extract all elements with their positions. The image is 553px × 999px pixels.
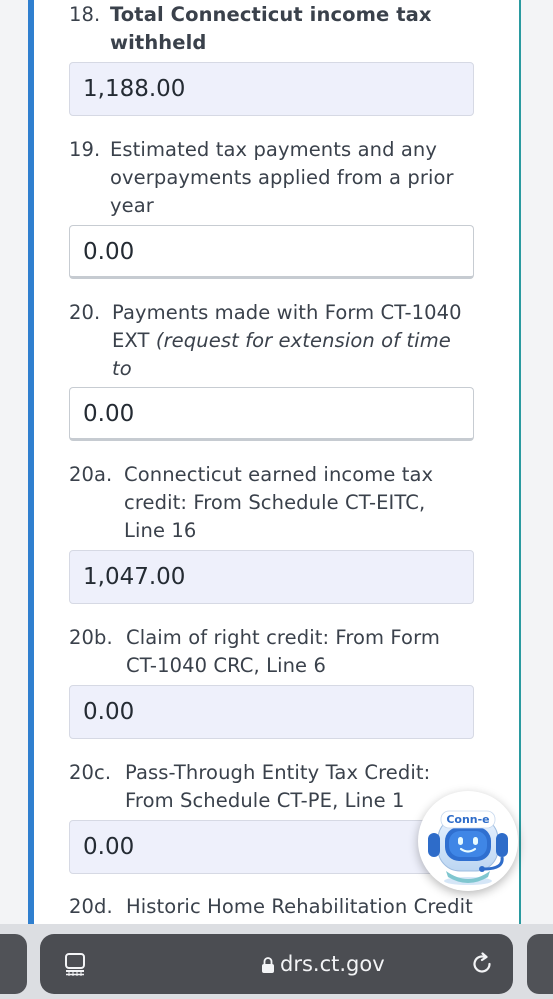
line-20b-value-field[interactable]: 0.00 [69, 685, 474, 739]
line-number: 19. [69, 138, 101, 161]
browser-toolbar [0, 924, 553, 999]
line-text: Line 16 [124, 519, 197, 542]
next-tab-edge[interactable] [527, 934, 553, 994]
line-text: overpayments applied from a prior [110, 166, 454, 189]
line-19-value-input[interactable]: 0.00 [69, 225, 474, 279]
line-20a-value-field[interactable]: 1,047.00 [69, 550, 474, 604]
line-number: 20c. [69, 761, 112, 784]
line-text: Pass-Through Entity Tax Credit: [125, 761, 431, 784]
line-20c-value-field[interactable]: 0.00 [69, 820, 474, 874]
line-number: 20a. [69, 463, 113, 486]
line-text: Estimated tax payments and any [110, 138, 437, 161]
line-text: CT-1040 CRC, Line 6 [126, 654, 326, 677]
line-number: 18. [69, 3, 101, 26]
line-number: 20. [69, 301, 101, 324]
chatbot-badge-label: Conn-e [446, 813, 490, 826]
reload-icon[interactable] [470, 952, 494, 976]
line-text: Connecticut earned income tax [124, 463, 434, 486]
line-20-value-input[interactable]: 0.00 [69, 387, 474, 441]
previous-tab-edge[interactable] [0, 934, 27, 994]
url-text: drs.ct.gov [280, 952, 385, 976]
robot-assistant-icon [418, 791, 518, 891]
line-text: year [110, 194, 154, 217]
line-text: Claim of right credit: From Form [126, 626, 440, 649]
line-number: 20d. [69, 895, 113, 918]
line-number: 20b. [69, 626, 113, 649]
line-text: credit: From Schedule CT-EITC, [124, 491, 426, 514]
line-18-value-field[interactable]: 1,188.00 [69, 62, 474, 116]
chatbot-button[interactable] [418, 791, 518, 891]
line-text: EXT [112, 329, 156, 352]
line-text: Payments made with Form CT-1040 [112, 301, 462, 324]
lock-icon [261, 956, 275, 974]
tax-form-panel [28, 0, 521, 925]
line-text-italic: (request for extension of time to [112, 329, 451, 380]
line-text: withheld [110, 31, 207, 54]
line-text: From Schedule CT-PE, Line 1 [125, 789, 405, 812]
line-text: Historic Home Rehabilitation Credit [126, 895, 473, 918]
tabs-icon[interactable] [64, 952, 86, 976]
line-text: Total Connecticut income tax [110, 3, 432, 26]
address-bar[interactable] [40, 934, 513, 994]
